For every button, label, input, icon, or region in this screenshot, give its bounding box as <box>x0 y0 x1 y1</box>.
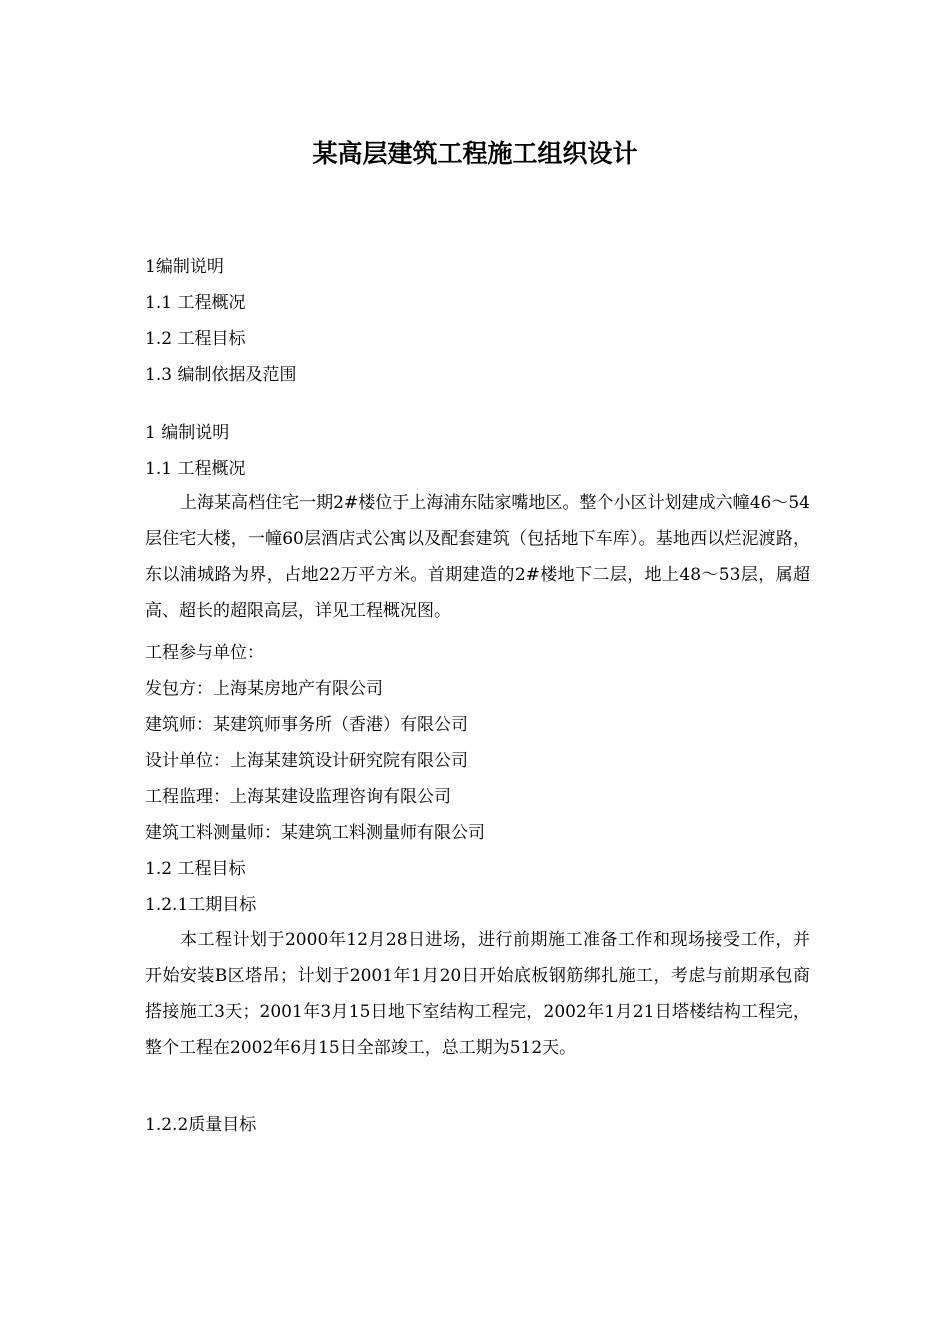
overview-paragraph: 上海某高档住宅一期2#楼位于上海浦东陆家嘴地区。整个小区计划建成六幢46～54层住宅大楼，一幢60层酒店式公寓以及配套建筑（包括地下车库）。基地西以烂泥渡路，东以浦城路为界，占地22万平方米。首期建造的2#楼地下二层，地上48～53层，属超高、超长的超限高层，详见工程概况图。 <box>145 493 810 621</box>
participant-quantity-surveyor: 建筑工料测量师：某建筑工料测量师有限公司 <box>145 823 485 843</box>
participant-architect: 建筑师：某建筑师事务所（香港）有限公司 <box>145 715 468 735</box>
toc-item-1: 1编制说明 <box>145 257 224 277</box>
section-heading-1: 1 编制说明 <box>145 423 230 443</box>
participant-employer: 发包方：上海某房地产有限公司 <box>145 679 383 699</box>
section-heading-1-1: 1.1 工程概况 <box>145 459 246 479</box>
toc-item-1-1: 1.1 工程概况 <box>145 293 246 313</box>
participant-designer: 设计单位：上海某建筑设计研究院有限公司 <box>145 751 468 771</box>
document-title: 某高层建筑工程施工组织设计 <box>312 139 638 168</box>
section-heading-1-2-1: 1.2.1工期目标 <box>145 895 257 915</box>
section-heading-1-2-2: 1.2.2质量目标 <box>145 1115 257 1135</box>
toc-item-1-3: 1.3 编制依据及范围 <box>145 365 297 385</box>
participants-heading: 工程参与单位： <box>145 643 264 663</box>
schedule-paragraph: 本工程计划于2000年12月28日进场，进行前期施工准备工作和现场接受工作，并开始安装B区塔吊；计划于2001年1月20日开始底板钢筋绑扎施工，考虑与前期承包商搭接施工3天；2001年3月15日地下室结构工程完，2002年1月21日塔楼结构工程完，整个工程在2002年6月15日全部竣工，总工期为512天。 <box>145 930 810 1058</box>
section-heading-1-2: 1.2 工程目标 <box>145 859 246 879</box>
participant-supervisor: 工程监理：上海某建设监理咨询有限公司 <box>145 787 451 807</box>
toc-item-1-2: 1.2 工程目标 <box>145 329 246 349</box>
